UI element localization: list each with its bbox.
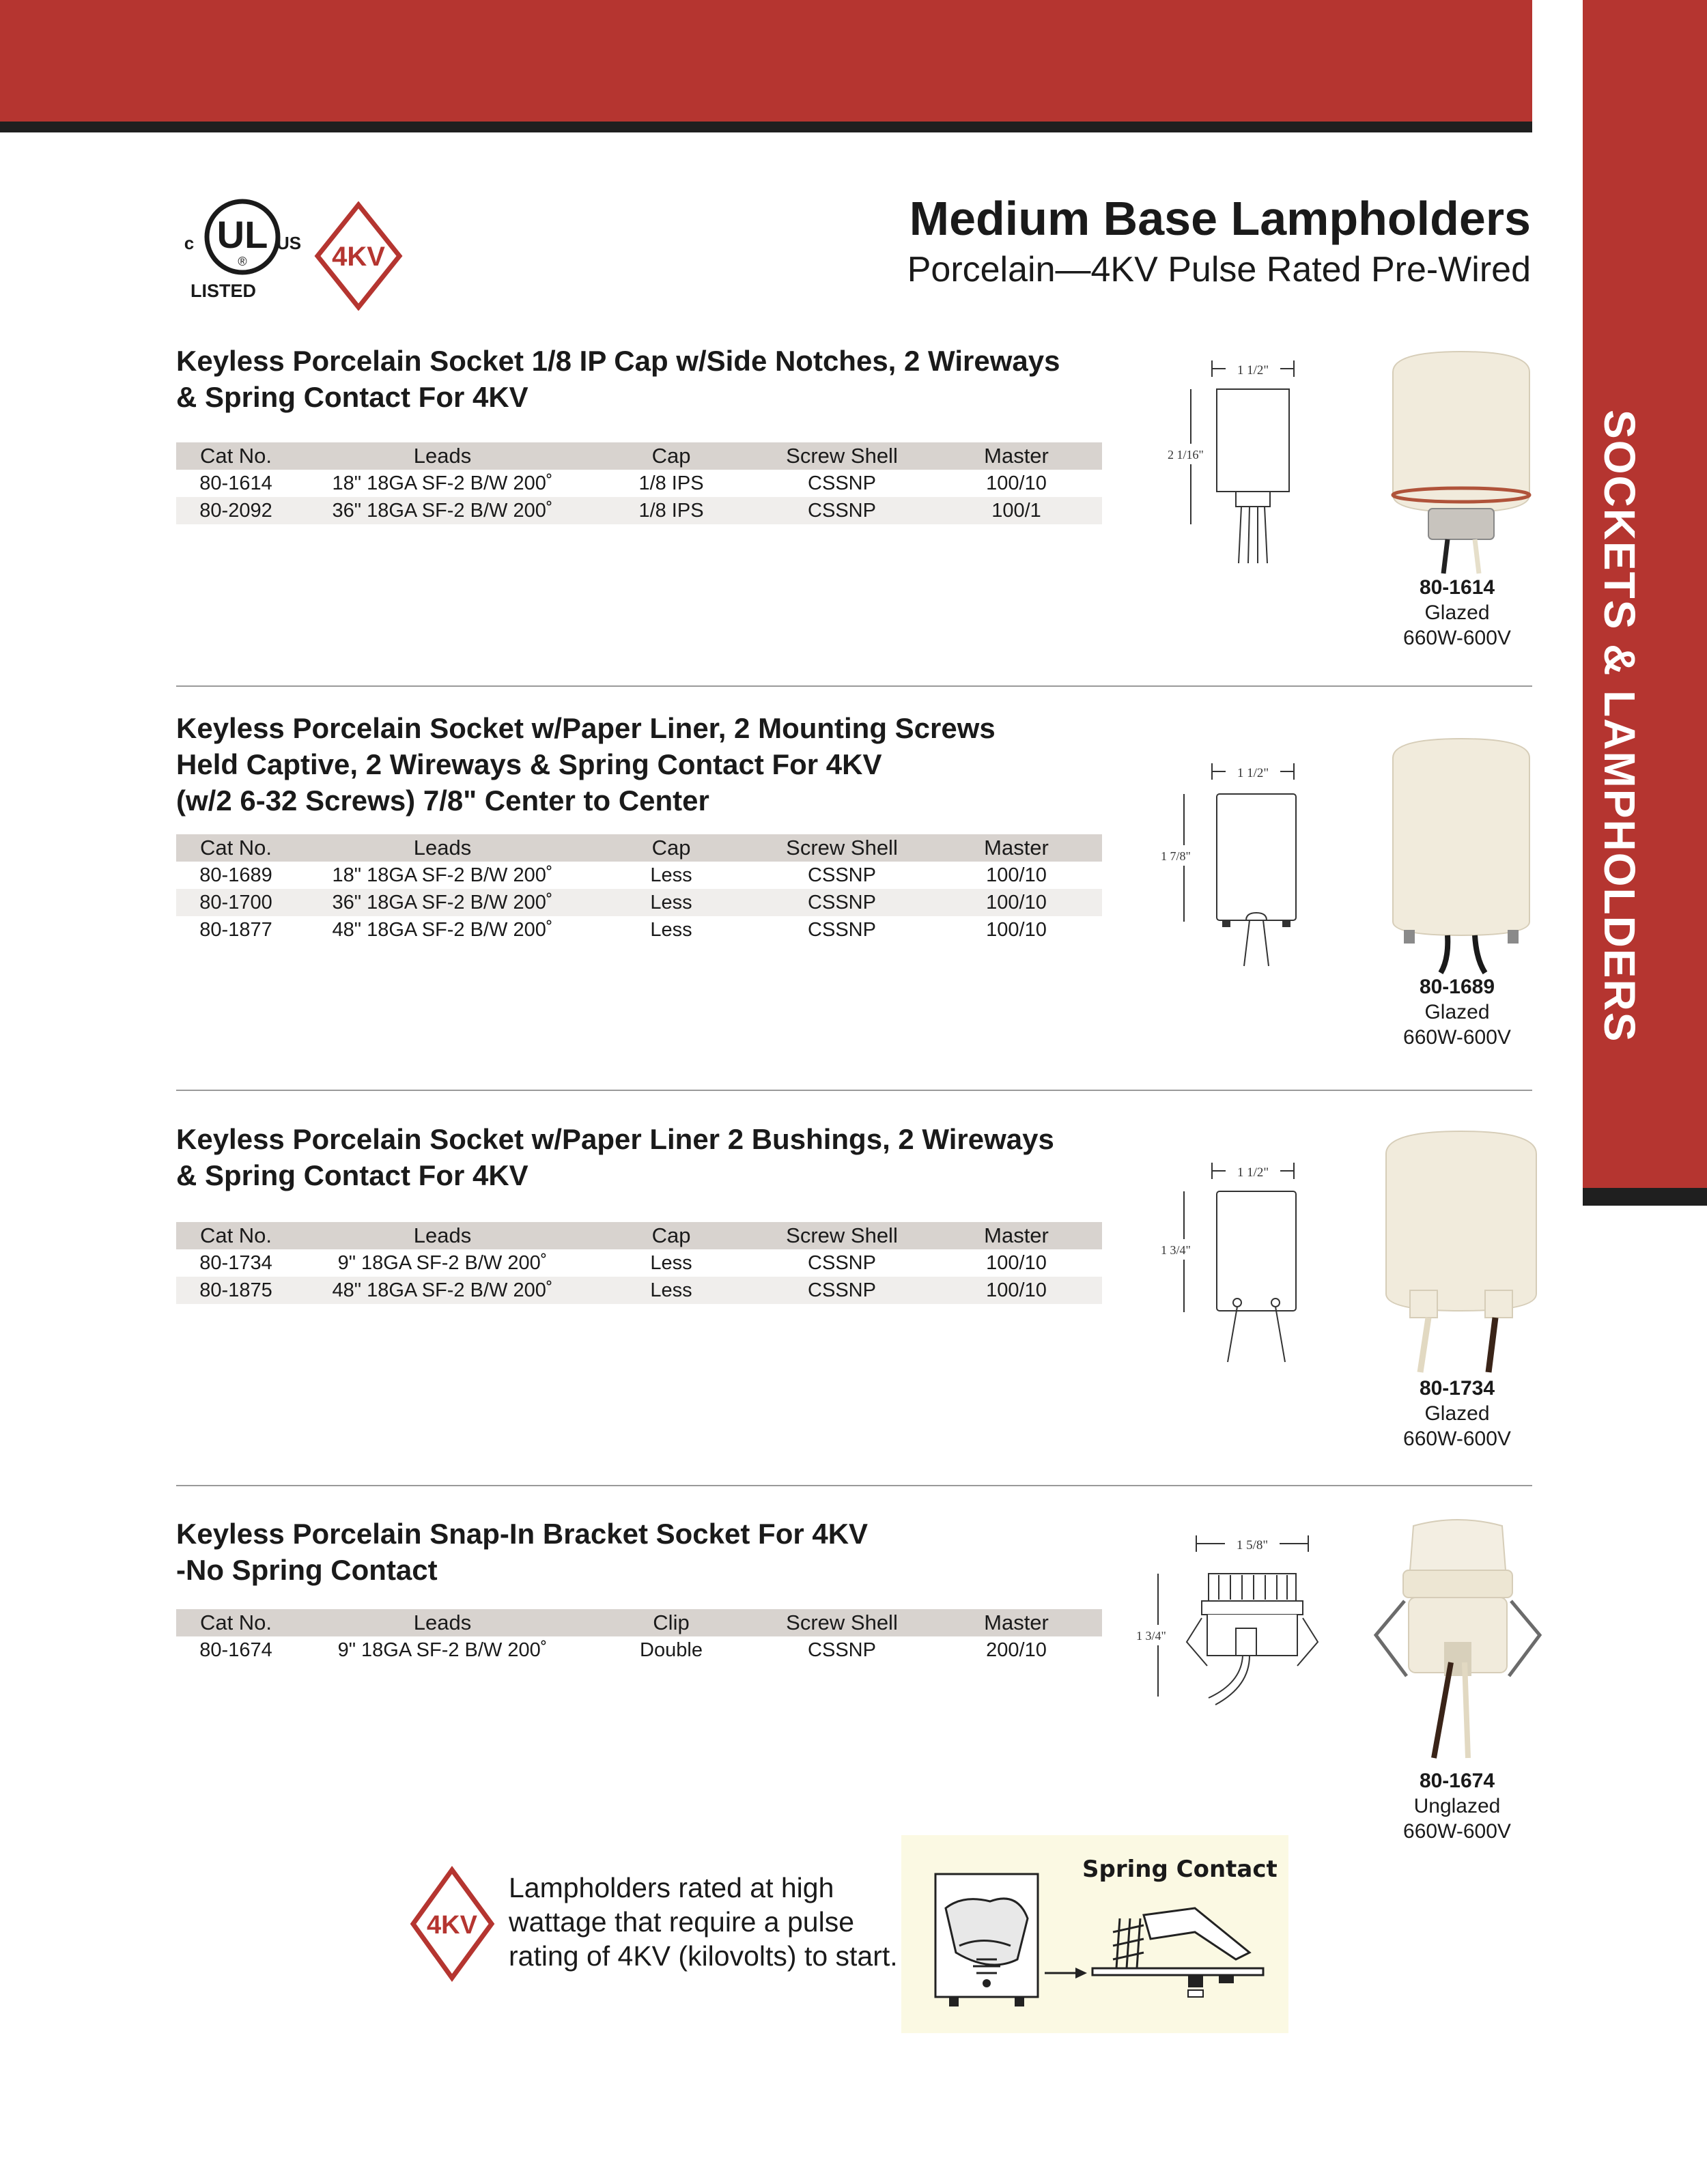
product-rating: 660W-600V xyxy=(1403,1428,1511,1450)
note-line: wattage that require a pulse xyxy=(509,1906,854,1938)
cell-shell: CSSNP xyxy=(808,864,876,886)
cell-cap: Less xyxy=(650,918,692,941)
section-title-line: -No Spring Contact xyxy=(176,1554,438,1586)
cell-leads: 48" 18GA SF-2 B/W 200˚ xyxy=(296,1277,589,1304)
product-rating: 660W-600V xyxy=(1403,1026,1511,1049)
page-subtitle: Porcelain—4KV Pulse Rated Pre-Wired xyxy=(907,250,1531,289)
side-tab-label: SOCKETS & LAMPHOLDERS xyxy=(1595,410,1644,1043)
4kv-diamond-icon xyxy=(314,201,403,311)
cell-shell: CSSNP xyxy=(808,918,876,941)
col-master: Master xyxy=(931,1222,1102,1249)
cell-shell: CSSNP xyxy=(753,889,931,916)
height-dimension: 1 3/4" xyxy=(1161,1243,1191,1257)
cell-shell: CSSNP xyxy=(753,497,931,524)
height-dimension: 2 1/16" xyxy=(1168,448,1204,462)
section-title-line: & Spring Contact For 4KV xyxy=(176,1159,528,1191)
note-line: rating of 4KV (kilovolts) to start. xyxy=(509,1940,898,1972)
cell-cap: 1/8 IPS xyxy=(589,497,753,524)
section-title-line: & Spring Contact For 4KV xyxy=(176,381,528,413)
section-2-title xyxy=(176,710,996,819)
width-dimension: 1 1/2" xyxy=(1237,766,1269,780)
cell-cat: 80-1877 xyxy=(199,918,272,941)
note-line: Lampholders rated at high xyxy=(509,1872,834,1903)
ul-listed-text: LISTED xyxy=(190,281,257,301)
cell-master: 100/10 xyxy=(986,472,1047,494)
width-dimension: 1 1/2" xyxy=(1237,363,1269,378)
cell-master: 100/1 xyxy=(931,497,1102,524)
table-row xyxy=(176,889,1102,916)
col-leads: Leads xyxy=(296,1222,589,1249)
table-header-row xyxy=(176,834,1102,862)
product-finish: Glazed xyxy=(1424,601,1490,624)
product-part-number: 80-1689 xyxy=(1419,976,1495,998)
section-2-table xyxy=(176,834,1102,944)
cell-cap: Less xyxy=(589,889,753,916)
cell-cap: Less xyxy=(589,1277,753,1304)
cell-cat: 80-1689 xyxy=(199,864,272,886)
col-screw-shell: Screw Shell xyxy=(753,1609,931,1636)
col-cap: Cap xyxy=(589,1222,753,1249)
section-3-table xyxy=(176,1222,1102,1304)
col-cap: Cap xyxy=(589,442,753,470)
col-cat-no: Cat No. xyxy=(176,1609,296,1636)
width-dimension: 1 1/2" xyxy=(1237,1165,1269,1180)
product-caption xyxy=(1368,575,1546,651)
cell-leads: 9" 18GA SF-2 B/W 200˚ xyxy=(337,1639,548,1661)
col-master: Master xyxy=(931,834,1102,862)
ul-c-mark: c xyxy=(184,233,195,253)
cell-master: 100/10 xyxy=(931,889,1102,916)
cell-shell: CSSNP xyxy=(808,1639,876,1661)
product-finish: Glazed xyxy=(1424,1001,1490,1023)
cell-shell: CSSNP xyxy=(808,472,876,494)
product-caption xyxy=(1368,974,1546,1050)
4kv-logo-text: 4KV xyxy=(332,242,385,272)
spring-contact-label: Spring Contact xyxy=(1082,1856,1278,1883)
header-red-bar xyxy=(0,0,1532,122)
cell-leads: 9" 18GA SF-2 B/W 200˚ xyxy=(337,1251,548,1274)
ul-listed-logo xyxy=(174,195,311,304)
section-title-line: (w/2 6-32 Screws) 7/8" Center to Center xyxy=(176,784,709,817)
cell-cat: 80-1700 xyxy=(176,889,296,916)
cell-master: 200/10 xyxy=(986,1639,1047,1661)
cell-cat: 80-2092 xyxy=(176,497,296,524)
section-title-line: Keyless Porcelain Socket w/Paper Liner 2 Bushings, 2 Wireways xyxy=(176,1123,1054,1155)
table-row xyxy=(176,497,1102,524)
product-rating: 660W-600V xyxy=(1403,627,1511,649)
cell-shell: CSSNP xyxy=(808,1251,876,1274)
4kv-note-icon xyxy=(410,1866,495,1982)
section-4-table xyxy=(176,1609,1102,1664)
header-black-rule xyxy=(0,122,1532,132)
cell-cap: Less xyxy=(650,1251,692,1274)
section-4-title xyxy=(176,1516,868,1588)
col-leads: Leads xyxy=(296,1609,589,1636)
col-cat-no: Cat No. xyxy=(176,442,296,470)
section-1-title xyxy=(176,343,1060,415)
section-4-dimension-drawing xyxy=(1133,1526,1325,1717)
ul-mark: UL xyxy=(216,213,268,256)
cell-cat: 80-1875 xyxy=(176,1277,296,1304)
col-screw-shell: Screw Shell xyxy=(753,834,931,862)
side-tab-rule xyxy=(1583,1188,1707,1206)
cell-master: 100/10 xyxy=(986,1251,1047,1274)
table-row xyxy=(176,916,1102,944)
product-rating: 660W-600V xyxy=(1403,1820,1511,1843)
col-leads: Leads xyxy=(296,442,589,470)
section-title-line: Keyless Porcelain Socket w/Paper Liner, 2 Mounting Screws xyxy=(176,712,996,744)
table-header-row xyxy=(176,1609,1102,1636)
ul-us-mark: US xyxy=(276,233,302,253)
col-cat-no: Cat No. xyxy=(176,834,296,862)
product-photo-80-1614 xyxy=(1372,345,1550,577)
section-divider xyxy=(176,1485,1532,1486)
section-title-line: Keyless Porcelain Snap-In Bracket Socket For 4KV xyxy=(176,1518,869,1550)
table-row xyxy=(176,1636,1102,1664)
product-finish: Glazed xyxy=(1424,1402,1490,1425)
product-part-number: 80-1674 xyxy=(1419,1770,1495,1792)
product-caption xyxy=(1368,1376,1546,1451)
section-title-line: Keyless Porcelain Socket 1/8 IP Cap w/Side Notches, 2 Wireways xyxy=(176,345,1060,377)
product-part-number: 80-1734 xyxy=(1419,1377,1495,1400)
cell-cat: 80-1734 xyxy=(199,1251,272,1274)
width-dimension: 1 5/8" xyxy=(1236,1538,1269,1552)
table-header-row xyxy=(176,442,1102,470)
section-3-dimension-drawing xyxy=(1154,1154,1318,1379)
cell-master: 100/10 xyxy=(931,1277,1102,1304)
section-1-table xyxy=(176,442,1102,524)
registered-mark: ® xyxy=(238,255,247,268)
section-1-dimension-drawing xyxy=(1154,348,1318,573)
product-photo-80-1734 xyxy=(1372,1123,1550,1376)
cell-leads: 36" 18GA SF-2 B/W 200˚ xyxy=(296,497,589,524)
product-photo-80-1674 xyxy=(1355,1512,1560,1765)
4kv-note-text xyxy=(509,1871,898,1973)
product-caption xyxy=(1368,1768,1546,1844)
col-master: Master xyxy=(931,442,1102,470)
cell-master: 100/10 xyxy=(986,918,1047,941)
table-row xyxy=(176,862,1102,889)
cell-leads: 36" 18GA SF-2 B/W 200˚ xyxy=(296,889,589,916)
4kv-note-icon-text: 4KV xyxy=(427,1911,477,1940)
col-screw-shell: Screw Shell xyxy=(753,1222,931,1249)
col-cap: Cap xyxy=(589,834,753,862)
cell-master: 100/10 xyxy=(986,864,1047,886)
cell-cat: 80-1674 xyxy=(199,1639,272,1661)
product-finish: Unglazed xyxy=(1413,1795,1501,1817)
section-title-line: Held Captive, 2 Wireways & Spring Contact For 4KV xyxy=(176,748,882,780)
cell-leads: 18" 18GA SF-2 B/W 200˚ xyxy=(332,864,553,886)
section-2-dimension-drawing xyxy=(1154,754,1318,980)
table-header-row xyxy=(176,1222,1102,1249)
product-part-number: 80-1614 xyxy=(1419,576,1495,599)
section-divider xyxy=(176,1090,1532,1091)
cell-leads: 18" 18GA SF-2 B/W 200˚ xyxy=(332,472,553,494)
product-photo-80-1689 xyxy=(1372,731,1550,976)
height-dimension: 1 3/4" xyxy=(1136,1629,1166,1643)
height-dimension: 1 7/8" xyxy=(1161,849,1191,863)
table-row xyxy=(176,1277,1102,1304)
col-leads: Leads xyxy=(296,834,589,862)
col-clip: Clip xyxy=(589,1609,753,1636)
page-title: Medium Base Lampholders xyxy=(909,192,1531,245)
cell-clip: Double xyxy=(640,1639,703,1661)
table-row xyxy=(176,1249,1102,1277)
cell-cap: Less xyxy=(650,864,692,886)
section-divider xyxy=(176,685,1532,687)
cell-cap: 1/8 IPS xyxy=(638,472,704,494)
cell-leads: 48" 18GA SF-2 B/W 200˚ xyxy=(332,918,553,941)
cell-cat: 80-1614 xyxy=(199,472,272,494)
cell-shell: CSSNP xyxy=(753,1277,931,1304)
section-3-title xyxy=(176,1121,1054,1193)
table-row xyxy=(176,470,1102,497)
col-cat-no: Cat No. xyxy=(176,1222,296,1249)
col-master: Master xyxy=(931,1609,1102,1636)
spring-contact-illustration xyxy=(908,1843,1284,2028)
col-screw-shell: Screw Shell xyxy=(753,442,931,470)
